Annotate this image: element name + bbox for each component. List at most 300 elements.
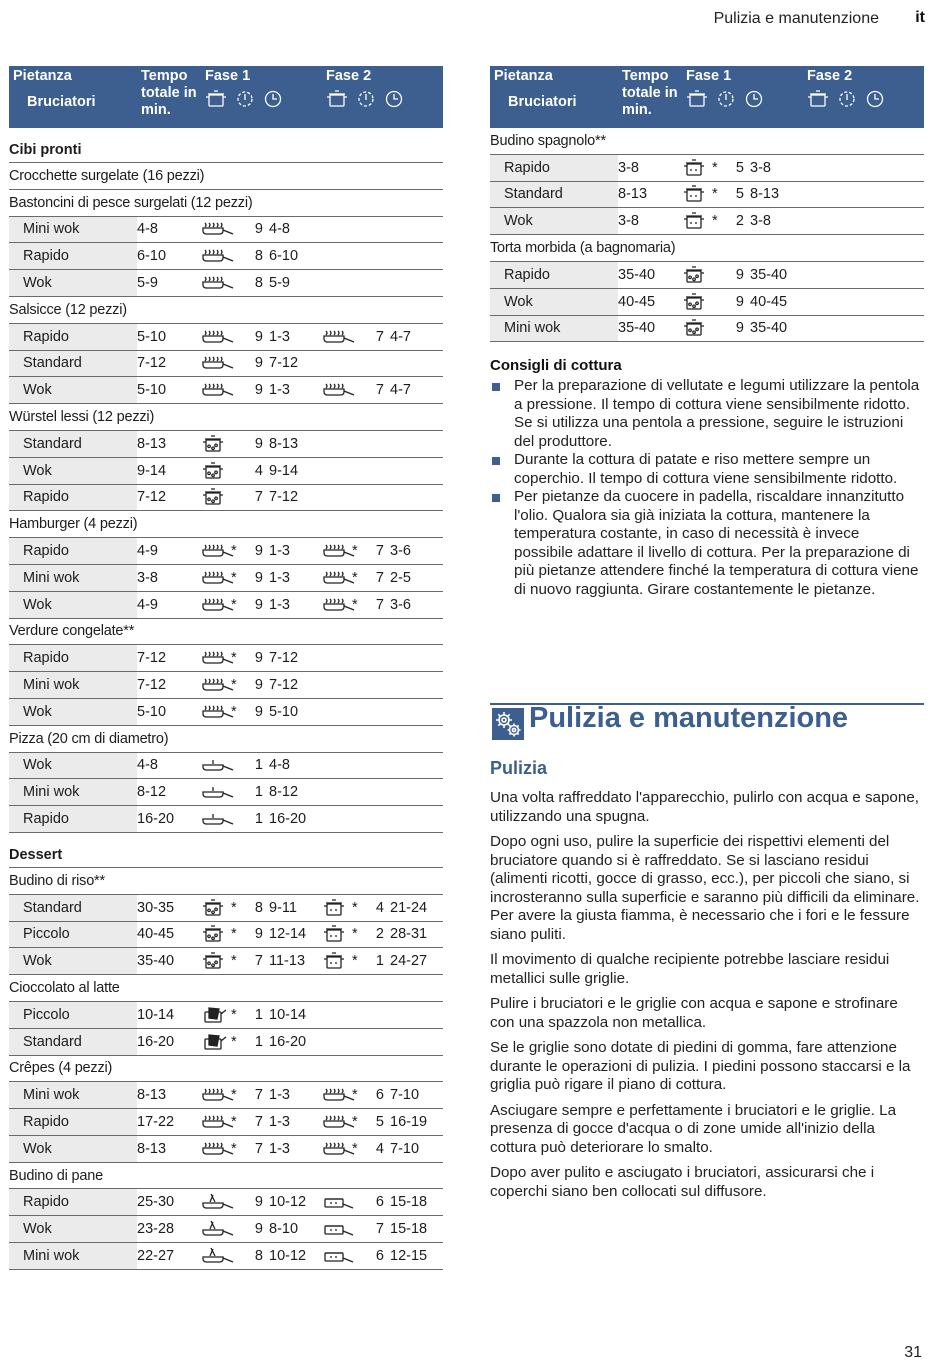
table-row [9,779,443,806]
pan-lid-icon [322,1247,356,1265]
total-time: 7-12 [137,350,201,377]
cooking-table-right [490,66,924,342]
page-number: 31 [904,1344,922,1361]
paragraph: Pulire i bruciatori e le griglie con acqua e sapone e strofinare con una spazzola non metallica. [490,995,898,1031]
phase-time: 3-8 [750,213,771,230]
dish-name: Crocchette surgelate (16 pezzi) [9,163,443,190]
pan-oil-icon [201,1140,235,1158]
total-time: 25-30 [137,1189,201,1216]
table-header-row [490,66,924,128]
note-star: * [231,1033,237,1050]
phase-cell [322,1135,443,1162]
header-dish: Pietanza Bruciatori [9,66,137,128]
burner-name: Rapido [9,806,137,833]
phase-time: 10-12 [269,1247,307,1264]
table-row [9,323,443,350]
pan-oil-icon [201,247,235,265]
phase-time: 8-12 [269,784,299,801]
note-star: * [231,1006,237,1023]
total-time: 8-13 [137,1082,201,1109]
note-star: * [352,953,358,970]
pan-oil-icon [322,542,356,560]
pan-oil-icon [322,1113,356,1131]
pan-icon [201,810,235,828]
dish-group-row [9,867,443,894]
table-row [9,698,443,725]
table-row [9,377,443,404]
pan-oil-icon [201,703,235,721]
power-level: 9 [254,703,263,720]
phase-time: 11-13 [269,953,306,970]
total-time: 6-10 [137,243,201,270]
phase-cell [201,1001,322,1028]
phase-time: 7-12 [269,489,299,506]
burner-level-icon [716,90,736,113]
tip-item: Per la preparazione di vellutate e legumi utilizzare la pentola a pressione. Il tempo di cottura viene sensibilmente ridotto. Se si utilizza una pentola a pressione, seguire le istruzioni del produttore. [490,377,922,451]
burner-level-icon [356,90,376,113]
dish-name: Cioccolato al latte [9,975,443,1002]
burner-name: Wok [9,752,137,779]
paragraph: Dopo ogni uso, pulire la superficie dei rispettivi elementi del bruciatore quando si è raffreddato. Se si lasciano residui (alimenti ricotti, gocce di grasso, ecc.), per piccoli che siano, si incrosteranno sulla superficie e saranno più difficili da eliminare. Per avere la giusta fiamma, è necessario che i fori e le fessure siano puliti. [490,833,920,943]
pan-oil-icon [322,1086,356,1104]
table-row [9,806,443,833]
burner-name: Piccolo [9,1001,137,1028]
phase-time: 1-3 [269,382,290,399]
pot-icon [686,90,708,113]
pot-boil-icon [682,293,716,311]
power-level: 9 [735,320,744,337]
total-time: 8-12 [137,779,201,806]
phase-time: 7-10 [390,1140,420,1157]
power-level: 5 [375,1113,384,1130]
note-star: * [231,677,237,694]
burner-name: Standard [9,894,137,921]
table-row [9,672,443,699]
phase-time: 16-20 [269,811,307,828]
table-row [9,1028,443,1055]
pan-icon [201,783,235,801]
burner-name: Rapido [9,484,137,511]
section-label: Cibi pronti [9,128,443,163]
pan-oil-icon [201,542,235,560]
table-row [9,948,443,975]
section-heading [490,703,924,743]
phase-time: 40-45 [750,293,788,310]
header-phase-2: Fase 2 [803,66,924,128]
power-level: 6 [375,1247,384,1264]
phase-cell [322,377,443,404]
table-row [9,350,443,377]
burner-name: Rapido [9,645,137,672]
pan-lid-icon [322,1193,356,1211]
section-body [490,789,922,1208]
phase-cell [322,430,443,457]
power-level: 1 [375,953,384,970]
burner-name: Rapido [490,261,618,288]
phase-cell [803,181,924,208]
burner-name: Standard [9,1028,137,1055]
phase-time: 1-3 [269,328,290,345]
power-level: 9 [254,596,263,613]
phase-time: 7-12 [269,650,299,667]
bain-marie-icon [201,1033,235,1051]
pan-oil-icon [201,354,235,372]
phase-cell [682,288,803,315]
burner-name: Mini wok [9,564,137,591]
power-level: 7 [375,1221,384,1238]
power-level: 7 [254,1113,263,1130]
dish-group-row [9,725,443,752]
phase-time: 9-11 [269,899,297,916]
table-row [9,243,443,270]
table-row [490,315,924,342]
burner-name: Wok [9,1135,137,1162]
phase-time: 5-9 [269,275,290,292]
phase-cell [322,350,443,377]
note-star: * [352,926,358,943]
phase-time: 1-3 [269,1087,290,1104]
dish-group-row [490,235,924,262]
power-level: 9 [254,569,263,586]
phase-cell [201,894,322,921]
running-header [0,8,950,30]
power-level: 1 [254,757,263,774]
total-time: 35-40 [618,261,682,288]
pot-icon [205,90,227,113]
phase-time: 3-6 [390,543,411,560]
pan-stir-icon [201,1220,235,1238]
clock-icon [263,90,283,113]
power-level: 6 [375,1194,384,1211]
phase-time: 16-20 [269,1033,307,1050]
pot-boil-icon [201,925,235,943]
tips-list [490,377,922,599]
pot-boil-icon [201,462,235,480]
pot-lid-icon [322,925,356,943]
paragraph: Asciugare sempre e perfettamente i bruciatori e le griglie. La presenza di gocce d'acqua o di zone umide all'inizio della cottura può deteriorare lo smalto. [490,1101,897,1156]
table-row [490,154,924,181]
power-level: 1 [254,811,263,828]
pot-lid-icon [682,212,716,230]
table-row [9,430,443,457]
phase-cell [803,261,924,288]
burner-name: Mini wok [9,1082,137,1109]
power-level: 7 [375,569,384,586]
power-level: 5 [735,159,744,176]
dish-name: Würstel lessi (12 pezzi) [9,404,443,431]
phase-cell [201,484,322,511]
pan-oil-icon [201,596,235,614]
phase-cell [201,564,322,591]
table-row [490,181,924,208]
phase-time: 1-3 [269,569,290,586]
dish-name: Verdure congelate** [9,618,443,645]
phase-cell [201,1243,322,1270]
dish-name: Bastoncini di pesce surgelati (12 pezzi) [9,189,443,216]
note-star: * [712,159,718,176]
burner-name: Piccolo [9,921,137,948]
pan-icon [201,756,235,774]
power-level: 7 [254,1140,263,1157]
dish-group-row [9,189,443,216]
burner-name: Wok [490,208,618,235]
table-row [9,457,443,484]
phase-cell [201,806,322,833]
header-phase-1: Fase 1 [201,66,322,128]
burner-name: Mini wok [9,672,137,699]
power-level: 9 [254,1194,263,1211]
paragraph: Una volta raffreddato l'apparecchio, pulirlo con acqua e sapone, utilizzando una spugna. [490,789,919,825]
dish-group-row [9,1162,443,1189]
section-row [9,832,443,867]
phase-cell [201,430,322,457]
note-star: * [352,1140,358,1157]
total-time: 5-9 [137,270,201,297]
power-level: 6 [375,1087,384,1104]
language-code: it [915,9,925,26]
dish-group-row [9,975,443,1002]
note-star: * [231,1140,237,1157]
power-level: 5 [735,186,744,203]
bain-marie-icon [201,1006,235,1024]
phase-cell [803,154,924,181]
burner-name: Wok [9,948,137,975]
power-level: 4 [254,462,263,479]
dish-name: Torta morbida (a bagnomaria) [490,235,924,262]
table-row [9,1189,443,1216]
note-star: * [231,926,237,943]
power-level: 7 [254,953,263,970]
phase-cell [322,894,443,921]
phase-cell [201,752,322,779]
burner-name: Standard [9,350,137,377]
total-time: 35-40 [137,948,201,975]
power-level: 9 [254,543,263,560]
power-level: 9 [735,266,744,283]
pan-oil-icon [201,274,235,292]
phase-cell [201,948,322,975]
pan-oil-icon [322,328,356,346]
phase-cell [322,1082,443,1109]
note-star: * [231,899,237,916]
phase-cell [803,208,924,235]
burner-name: Wok [9,591,137,618]
total-time: 22-27 [137,1243,201,1270]
phase-time: 8-10 [269,1221,299,1238]
dish-group-row [9,163,443,190]
burner-name: Wok [490,288,618,315]
table-row [9,752,443,779]
phase-cell [322,948,443,975]
pan-oil-icon [201,1113,235,1131]
power-level: 4 [375,1140,384,1157]
dish-name: Salsicce (12 pezzi) [9,296,443,323]
note-star: * [231,650,237,667]
power-level: 9 [254,328,263,345]
note-star: * [352,569,358,586]
phase-cell [322,752,443,779]
phase-time: 12-15 [390,1247,428,1264]
phase-time: 3-8 [750,159,771,176]
dish-group-row [9,296,443,323]
phase-cell [201,645,322,672]
phase-cell [322,806,443,833]
power-level: 1 [254,1006,263,1023]
total-time: 9-14 [137,457,201,484]
total-time: 17-22 [137,1109,201,1136]
total-time: 7-12 [137,484,201,511]
table-row [9,564,443,591]
running-header-title: Pulizia e manutenzione [713,10,879,27]
pot-boil-icon [201,952,235,970]
burner-name: Mini wok [490,315,618,342]
tip-item: Per pietanze da cuocere in padella, riscaldare innanzitutto l'olio. Qualora sia già iniziata la cottura, mantenere la temperatura costante, in caso di necessità è invece possibile adattare il livello di cottura. Per la preparazione di più pietanze attendere finché la temperatura di cottura viene di nuovo raggiunta. Girare costantemente le pietanze. [490,488,922,599]
pot-lid-icon [682,185,716,203]
table-row [9,538,443,565]
phase-cell [322,1216,443,1243]
burner-name: Rapido [9,323,137,350]
note-star: * [352,1113,358,1130]
phase-cell [322,672,443,699]
pot-lid-icon [682,159,716,177]
phase-cell [201,216,322,243]
dish-name: Crêpes (4 pezzi) [9,1055,443,1082]
dish-group-row [9,511,443,538]
power-level: 9 [254,926,263,943]
note-star: * [231,1113,237,1130]
pot-boil-icon [201,435,235,453]
note-star: * [231,543,237,560]
table-row [490,261,924,288]
clock-icon [865,90,885,113]
total-time: 7-12 [137,645,201,672]
total-time: 35-40 [618,315,682,342]
pot-lid-icon [322,952,356,970]
phase-cell [682,261,803,288]
total-time: 40-45 [618,288,682,315]
pan-stir-icon [201,1193,235,1211]
total-time: 23-28 [137,1216,201,1243]
section-label: Dessert [9,832,443,867]
burner-name: Wok [9,270,137,297]
power-level: 9 [254,382,263,399]
phase-cell [682,208,803,235]
phase-cell [201,698,322,725]
phase-cell [322,698,443,725]
section-row [9,128,443,163]
phase-time: 4-8 [269,757,290,774]
phase-cell [201,779,322,806]
phase-cell [682,154,803,181]
phase-cell [201,457,322,484]
phase-cell [322,484,443,511]
phase-cell [682,181,803,208]
phase-time: 4-7 [390,328,411,345]
table-row [9,591,443,618]
phase-time: 1-3 [269,596,290,613]
burner-name: Wok [9,457,137,484]
header-total-time: Tempo totale in min. [618,66,682,128]
phase-cell [322,921,443,948]
subsection-title: Pulizia [490,758,548,778]
phase-cell [322,243,443,270]
table-row [9,1109,443,1136]
table-row [9,921,443,948]
phase-cell [322,564,443,591]
total-time: 40-45 [137,921,201,948]
power-level: 9 [735,293,744,310]
phase-time: 10-12 [269,1194,307,1211]
pan-oil-icon [201,569,235,587]
total-time: 3-8 [618,208,682,235]
phase-time: 5-10 [269,703,299,720]
power-level: 7 [375,596,384,613]
total-time: 16-20 [137,1028,201,1055]
phase-cell [322,538,443,565]
section-title: Pulizia e manutenzione [529,702,849,734]
phase-cell [322,1028,443,1055]
phase-cell [201,921,322,948]
burner-name: Rapido [490,154,618,181]
pot-icon [326,90,348,113]
header-phase-2: Fase 2 [322,66,443,128]
clock-icon [744,90,764,113]
power-level: 8 [254,1247,263,1264]
note-star: * [231,703,237,720]
phase-cell [201,538,322,565]
pan-stir-icon [201,1247,235,1265]
phase-cell [322,457,443,484]
total-time: 8-13 [137,1135,201,1162]
phase-time: 7-10 [390,1087,420,1104]
phase-time: 1-3 [269,1140,290,1157]
burner-name: Mini wok [9,779,137,806]
burner-name: Wok [9,377,137,404]
phase-time: 3-6 [390,596,411,613]
phase-time: 1-3 [269,1113,290,1130]
paragraph: Se le griglie sono dotate di piedini di gomma, fare attenzione durante le operazioni di pulizia. I piedini possono staccarsi e la griglia può rigare il piano di cottura. [490,1039,911,1093]
total-time: 3-8 [618,154,682,181]
phase-time: 28-31 [390,926,428,943]
power-level: 9 [254,221,263,238]
pot-boil-icon [682,319,716,337]
burner-name: Wok [9,1216,137,1243]
phase-time: 6-10 [269,248,299,265]
power-level: 8 [254,248,263,265]
dish-group-row [9,1055,443,1082]
dish-name: Hamburger (4 pezzi) [9,511,443,538]
phase-time: 2-5 [390,569,411,586]
pot-boil-icon [201,488,235,506]
phase-time: 4-7 [390,382,411,399]
tip-item: Durante la cottura di patate e riso mettere sempre un coperchio. Il tempo di cottura viene sensibilmente ridotto. [490,451,922,488]
dish-group-row [9,618,443,645]
table-row [9,1135,443,1162]
paragraph: Dopo aver pulito e asciugato i bruciatori, assicurarsi che i coperchi siano ben collocati sul diffusore. [490,1164,875,1200]
table-row [9,1082,443,1109]
pan-oil-icon [201,328,235,346]
power-level: 2 [735,213,744,230]
power-level: 7 [375,328,384,345]
total-time: 4-9 [137,538,201,565]
pan-oil-icon [201,220,235,238]
burner-name: Mini wok [9,1243,137,1270]
pot-icon [807,90,829,113]
table-row [9,484,443,511]
tips-title: Consigli di cottura [490,357,622,374]
pot-boil-icon [201,899,235,917]
pan-oil-icon [201,1086,235,1104]
